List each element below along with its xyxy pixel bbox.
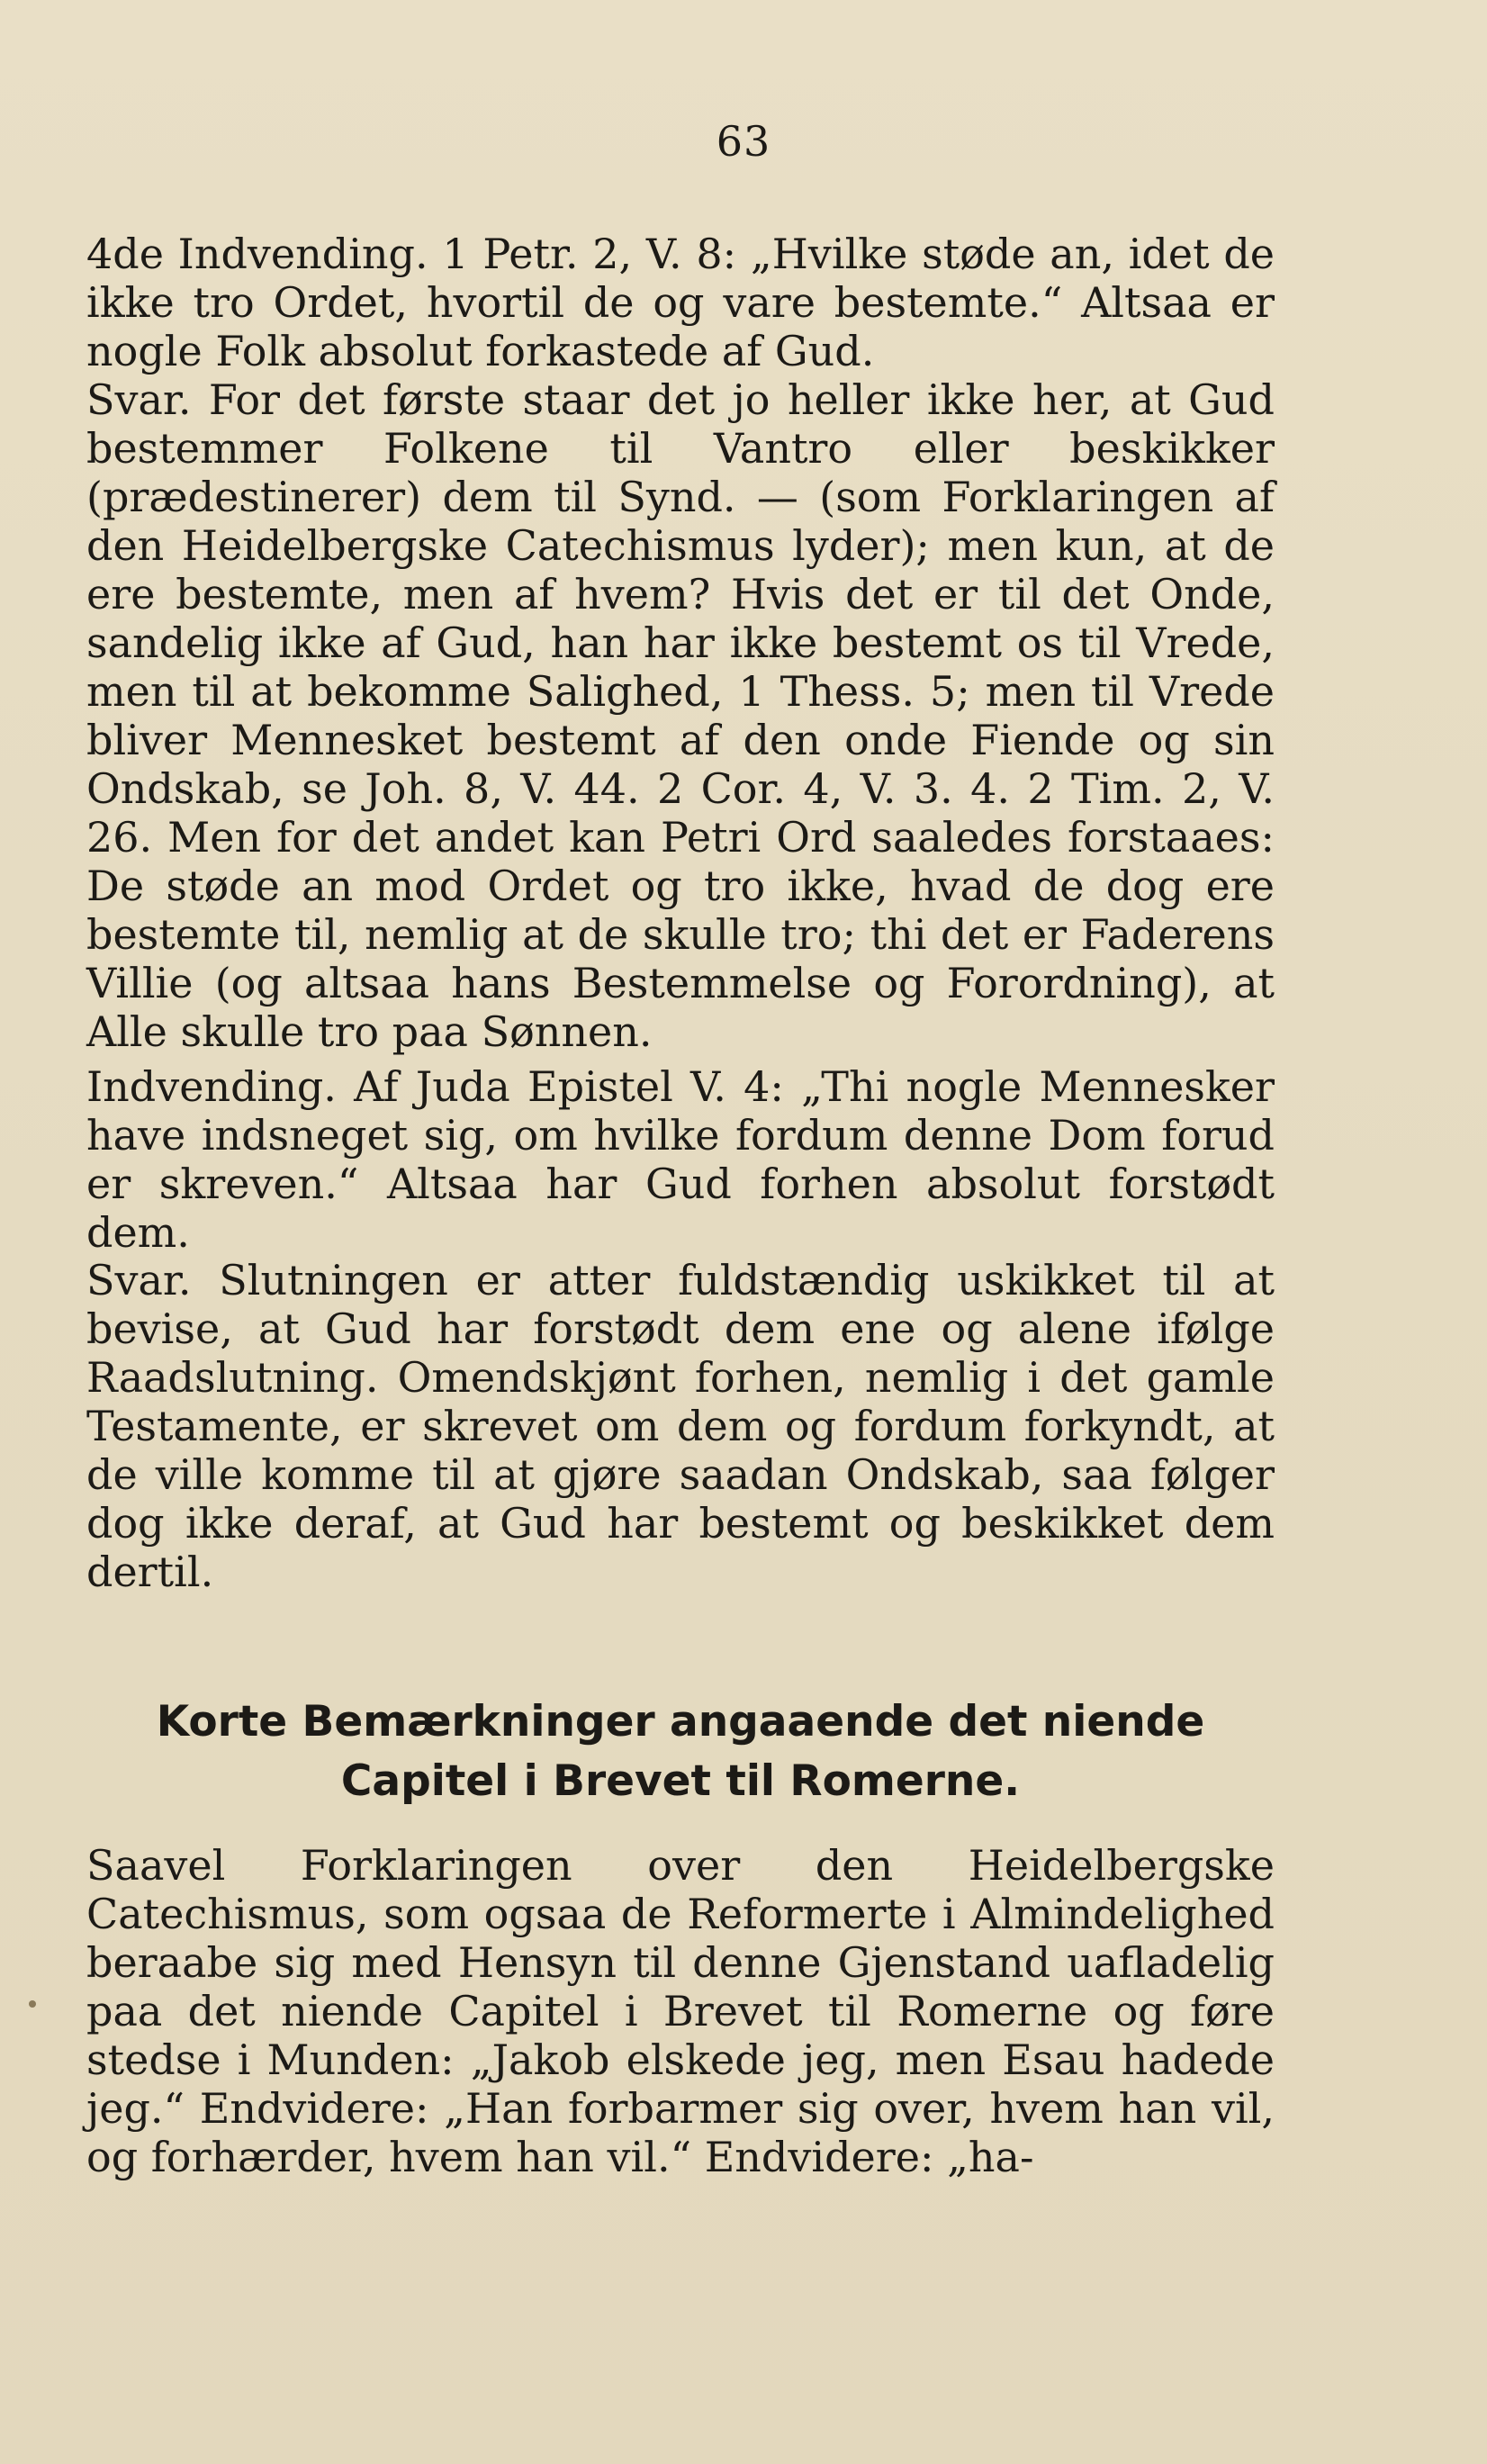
paragraph-indvending-4-and-answer: 4de Indvending. 1 Petr. 2, V. 8: „Hvilke støde an, idet de ikke tro Ordet, hvortil de og vare bestemte.“ Altsaa er nogle Folk absolut forkastede af Gud. Svar. For det første staar det jo heller ikke her, at Gud bestemmer Folkene til Vantro eller beskikker (prædestinerer) dem til Synd. — (som Forklaringen af den Heidelbergske Catechismus lyder); men kun, at de ere bestemte, men af hvem? Hvis det er til det Onde, sandelig ikke af Gud, han har ikke bestemt os til Vrede, men til at bekomme Salighed, 1 Thess. 5; men til Vrede bliver Mennesket bestemt af den onde Fiende og sin Ondskab, se Joh. 8, V. 44. 2 Cor. 4, V. 3. 4. 2 Tim. 2, V. 26. Men for det andet kan Petri Ord saaledes forstaaes: De støde an mod Ordet og tro ikke, hvad de dog ere bestemte til, nemlig at de skulle tro; thi det er Faderens Villie (og altsaa hans Bestemmelse og Forordning), at Alle skulle tro paa Sønnen.	[86, 230, 1275, 1056]
paragraph-saavel: Saavel Forklaringen over den Heidelbergske Catechismus, som ogsaa de Reformerte i Almindelighed beraabe sig med Hensyn til denne Gjenstand uafladelig paa det niende Capitel i Brevet til Romerne og føre stedse i Munden: „Jakob elskede jeg, men Esau hadede jeg.“ Endvidere: „Han forbarmer sig over, hvem han vil, og forhærder, hvem han vil.“ Endvidere: „ha-	[86, 1841, 1275, 2181]
paragraph-svar: Svar. Slutningen er atter fuldstændig uskikket til at bevise, at Gud har forstødt dem ene og alene ifølge Raadslutning. Omendskjønt forhen, nemlig i det gamle Testamente, er skrevet om dem og fordum forkyndt, at de ville komme til at gjøre saadan Ondskab, saa følger dog ikke deraf, at Gud har bestemt og beskikket dem dertil.	[86, 1256, 1275, 1596]
paper-spot	[29, 2000, 36, 2008]
page-number: 63	[716, 117, 771, 166]
section-heading: Korte Bemærkninger angaaende det niende Capitel i Brevet til Romerne.	[156, 1697, 1205, 1806]
paragraph-indvending-juda: Indvending. Af Juda Epistel V. 4: „Thi nogle Mennesker have indsneget sig, om hvilke fordum denne Dom forud er skreven.“ Altsaa har Gud forhen absolut forstødt dem.	[86, 1062, 1275, 1257]
